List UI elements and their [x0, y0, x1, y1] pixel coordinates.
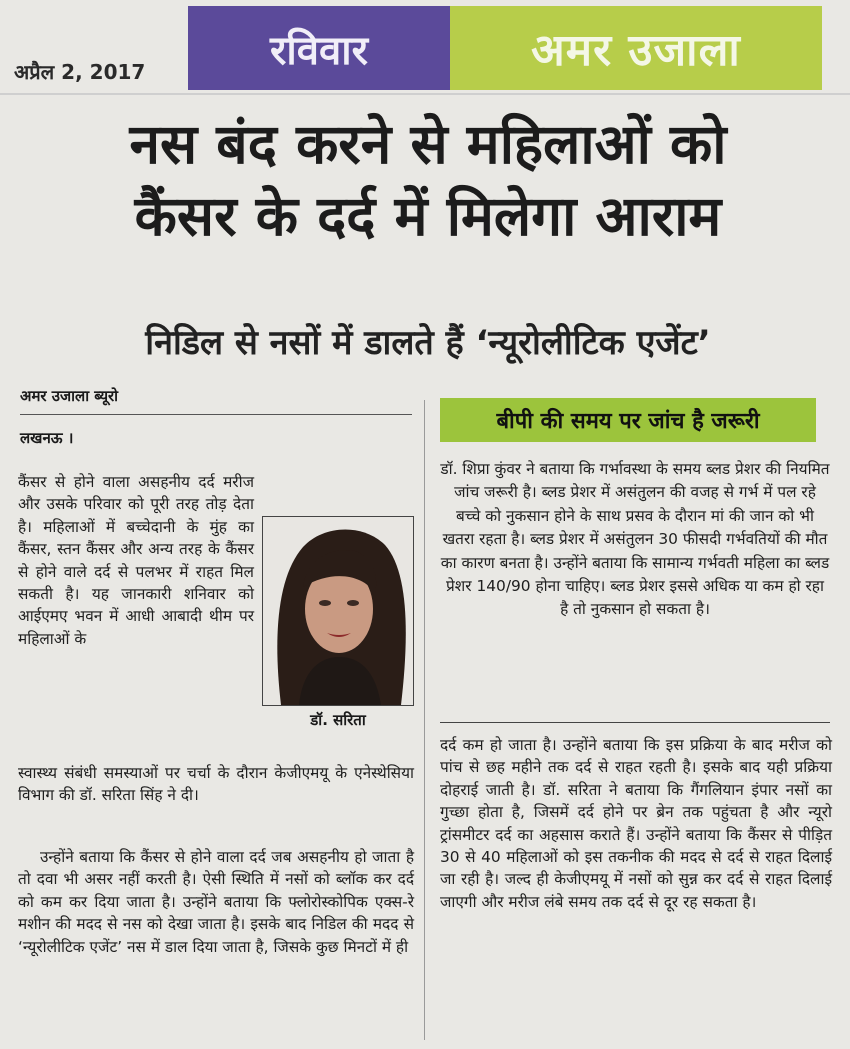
photo-caption: डॉ. सरिता: [310, 711, 366, 729]
sidebar-divider: [440, 722, 830, 723]
newspaper-name: अमर उजाला: [531, 25, 741, 76]
subheadline: निडिल से नसों में डालते हैं ‘न्यूरोलीटिक एजेंट’: [145, 323, 711, 363]
sidebar-title: बीपी की समय पर जांच है जरूरी: [496, 409, 760, 434]
article-lead: कैंसर से होने वाला असहनीय दर्द मरीज और उसके परिवार को पूरी तरह तोड़ देता है। महिलाओं में बच्चेदानी के मुंह का कैंसर, स्तन कैंसर और अन्य तरह के कैंसर से होने वाले दर्द से पलभर में राहत मिल सकती है। यह जानकारी शनिवार को आईएमए भवन में आधी आबादी थीम पर महिलाओं के: [18, 473, 254, 648]
sidebar-body: डॉ. शिप्रा कुंवर ने बताया कि गर्भावस्था के समय ब्लड प्रेशर की नियमित जांच जरूरी है। ब्लड प्रेशर में असंतुलन की वजह से गर्भ में पल रहे बच्चे को नुकसान होने के साथ प्रसव के दौरान मां की जान को भी खतरा रहता है। ब्लड प्रेशर में असंतुलन 30 फीसदी गर्भवतियों की मौत का कारण बनता है। उन्होंने बताया कि सामान्य गर्भवती महिला का ब्लड प्रेशर 140/90 होना चाहिए। ब्लड प्रेशर इससे अधिक या कम हो रहा है तो नुकसान हो सकता है।: [440, 460, 830, 619]
article-paragraph-2: उन्होंने बताया कि कैंसर से होने वाला दर्द जब असहनीय हो जाता है तो दवा भी असर नहीं करती है। ऐसी स्थिति में नसों को ब्लॉक कर दर्द को कम कर दिया जाता है। उन्होंने बताया कि फ्लोरोस्कोपिक एक्स-रे मशीन की मदद से नस को देखा जाता है। इसके बाद निडिल की मदद से ‘न्यूरोलीटिक एजेंट’ नस में डाल दिया जाता है, जिसके कुछ मिनटों में ही: [18, 848, 414, 956]
masthead-divider: [0, 93, 850, 95]
article-continuation: दर्द कम हो जाता है। उन्होंने बताया कि इस प्रक्रिया के बाद मरीज को पांच से छह महीने तक दर्द से राहत रहती है। इसके बाद यही प्रक्रिया दोहराई जाती है। डॉ. सरिता ने बताया कि गैंगलियान इंपार नसों का गुच्छा होता है, जिसमें दर्द होने पर ब्रेन तक पहुंचता है और न्यूरो ट्रांसमीटर दर्द का अहसास कराते हैं। उन्होंने बताया कि कैंसर से पीड़ित 30 से 40 महिलाओं को इस तकनीक की मदद से दर्द से राहत दिलाई जा रही है। जल्द ही केजीएमयू में नसों को सुन्न कर दर्द से राहत दिलाई जाएगी और मरीज लंबे समय तक दर्द से दूर रह सकता है।: [440, 736, 832, 911]
byline-city: लखनऊ ।: [20, 429, 74, 447]
headline: [18, 108, 838, 252]
column-divider: [424, 400, 425, 1040]
article-lead-continued: स्वास्थ्य संबंधी समस्याओं पर चर्चा के दौरान केजीएमयू के एनेस्थेसिया विभाग की डॉ. सरिता सिंह ने दी।: [18, 764, 414, 805]
byline-bureau: अमर उजाला ब्यूरो: [20, 387, 119, 405]
sidebar-title-band: [440, 398, 816, 442]
portrait-image: [263, 517, 413, 705]
newspaper-name-band: [450, 6, 822, 90]
portrait-photo: [262, 516, 414, 706]
issue-date: अप्रैल 2, 2017: [14, 60, 146, 84]
day-label: रविवार: [270, 27, 368, 74]
headline-line-2: कैंसर के दर्द में मिलेगा आराम: [134, 184, 722, 248]
day-band: [188, 6, 450, 90]
headline-line-1: नस बंद करने से महिलाओं को: [129, 112, 727, 176]
byline-divider: [20, 414, 412, 415]
